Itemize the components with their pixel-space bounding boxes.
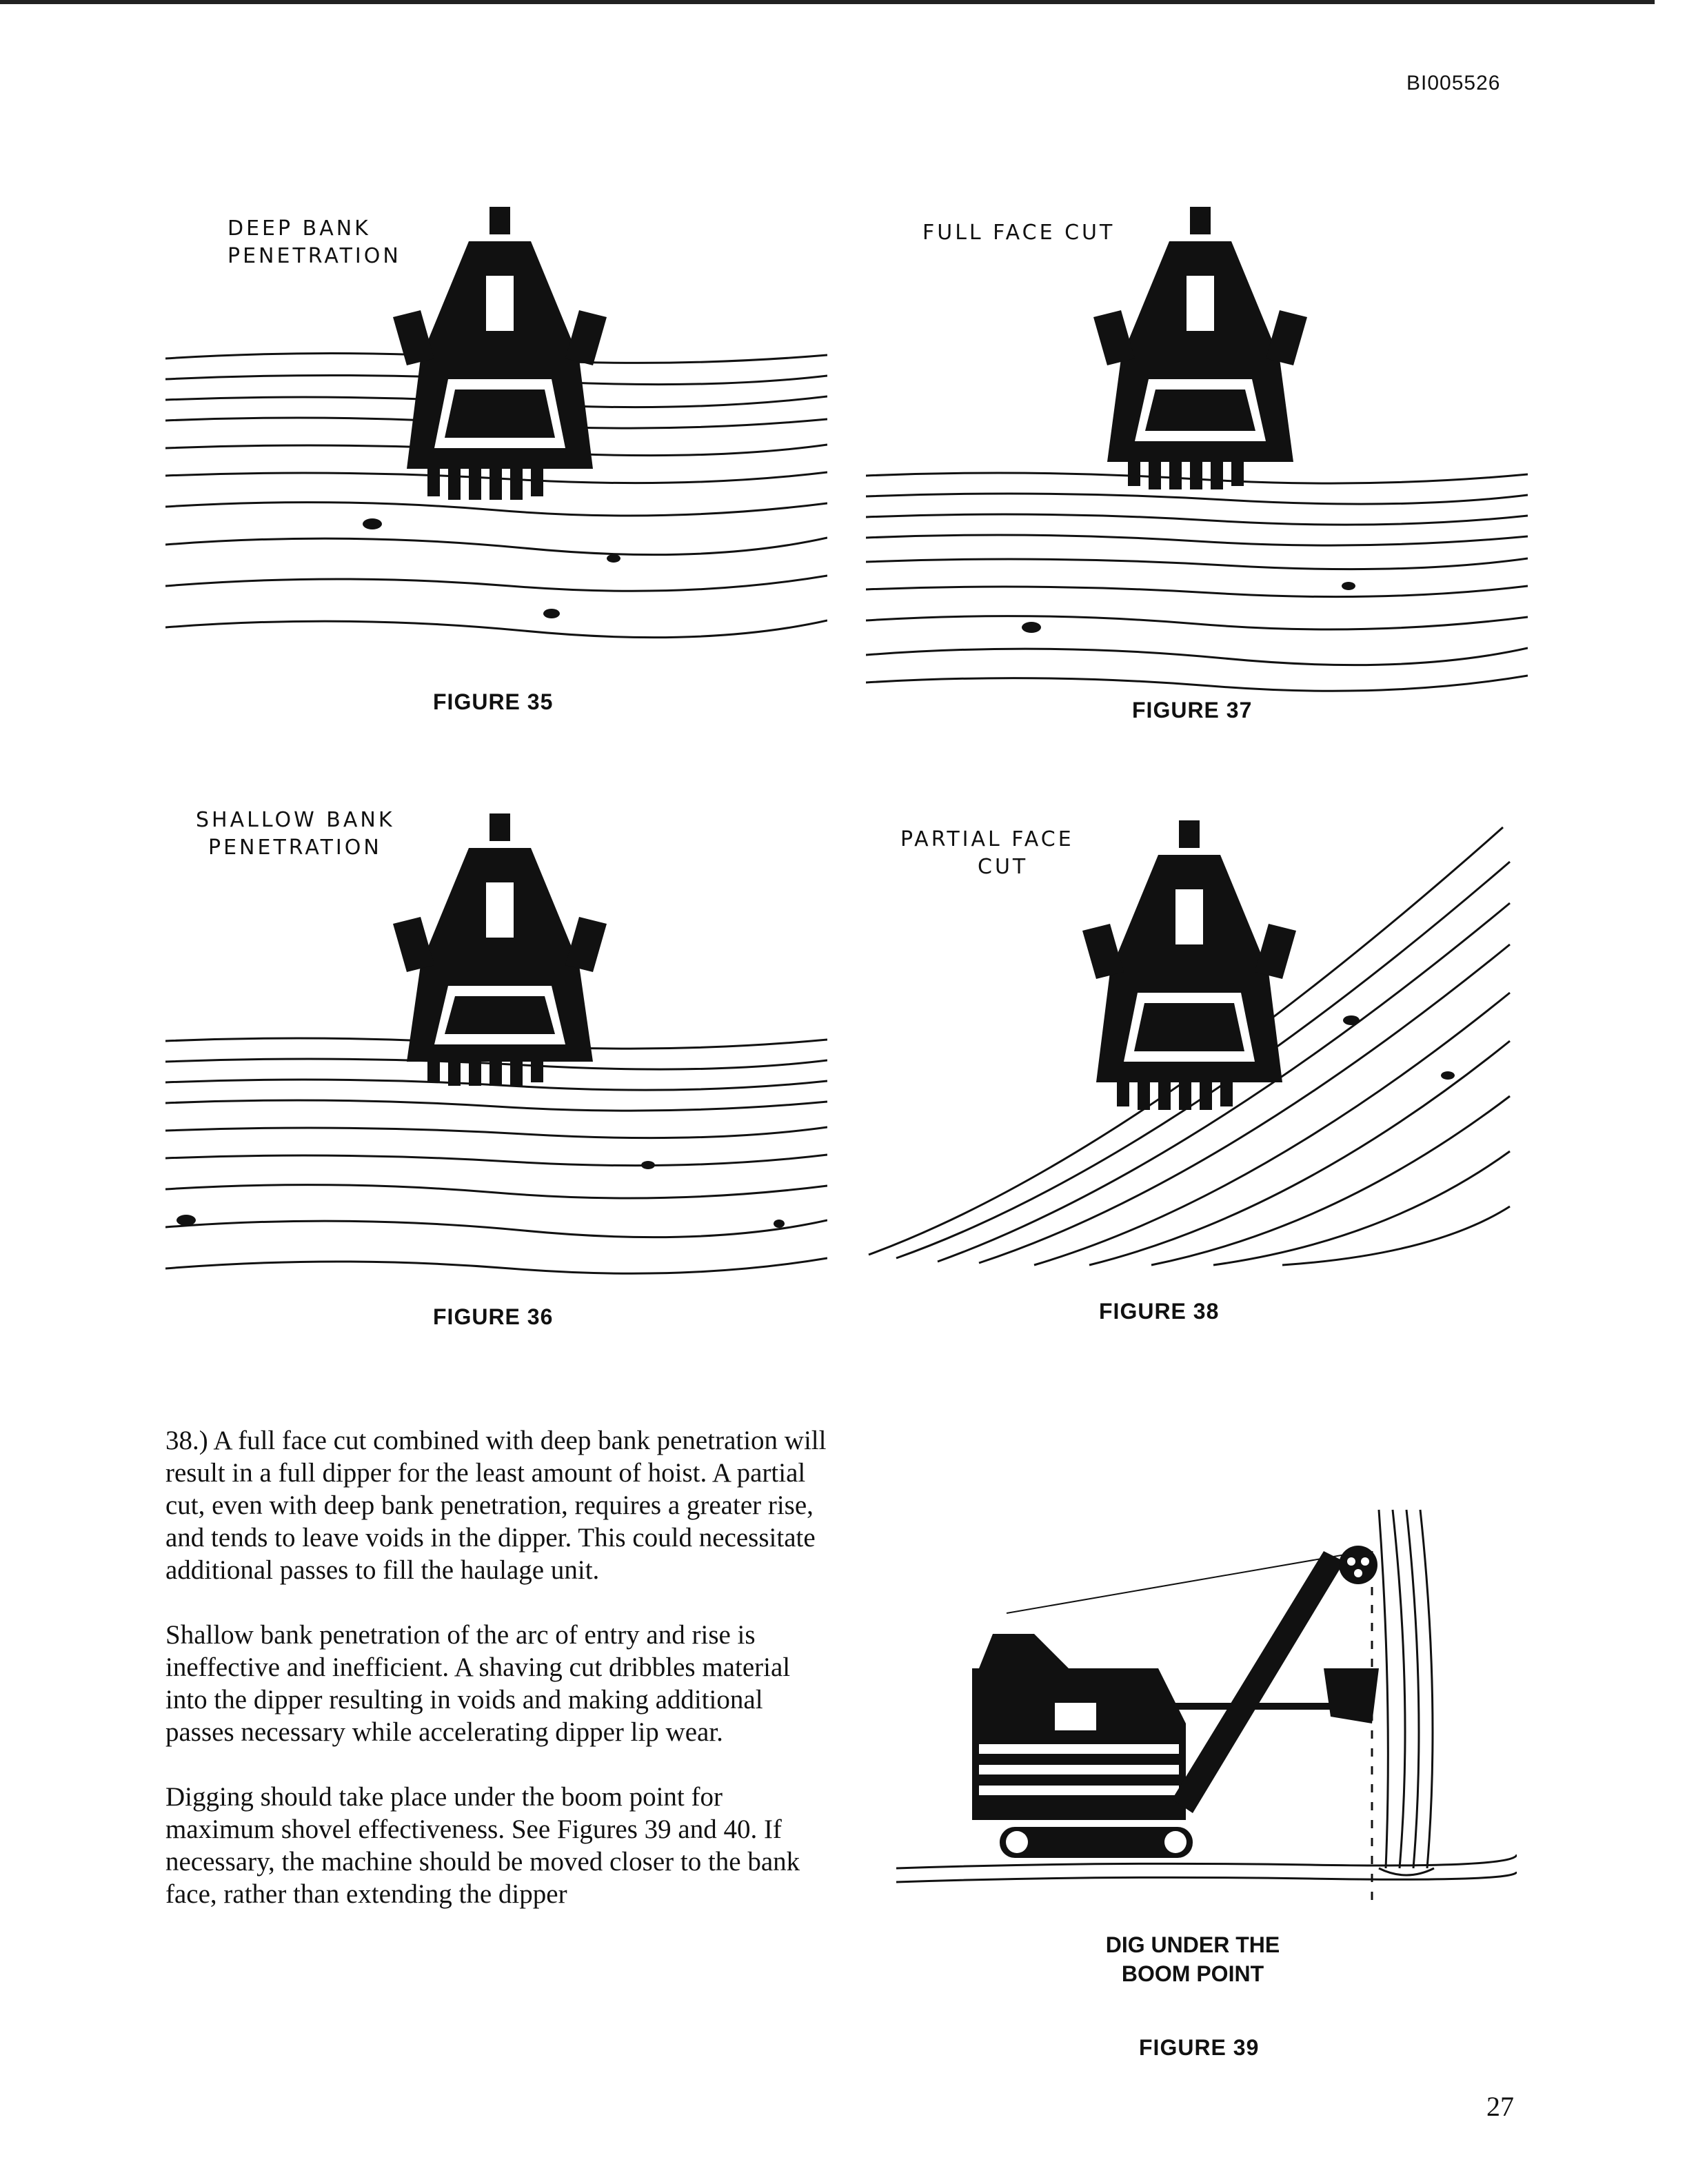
- dipper-partial-face-cut-illustration: [855, 813, 1517, 1268]
- fig35-caption: DEEP BANK PENETRATION: [228, 216, 401, 268]
- body-text: [165, 1424, 827, 1943]
- paragraph: 38.) A full face cut combined with deep bank penetration will result in a full dipper for the least amount of hoist. A partial cut, even with deep bank penetration, requires a greater rise, and tends to leave voids in the dipper. This could necessitate additional passes to fill the haulage unit.: [165, 1426, 827, 1585]
- shovel-dig-under-boom-illustration: [896, 1496, 1517, 1923]
- fig39-label: FIGURE 39: [1139, 2035, 1260, 2060]
- paragraph: Digging should take place under the boom point for maximum shovel effectiveness. See Figures 39 and 40. If necessary, the machine should be moved closer to the bank face, rather than extending the dipper: [165, 1782, 800, 1909]
- fig36-caption: SHALLOW BANK PENETRATION: [196, 808, 395, 860]
- fig39-caption: DIG UNDER THE BOOM POINT: [1105, 1932, 1280, 1986]
- fig37-caption: FULL FACE CUT: [922, 221, 1115, 245]
- fig38-label: FIGURE 38: [1099, 1299, 1220, 1324]
- document-id: BI005526: [1406, 72, 1501, 94]
- dipper-full-face-cut-illustration: [866, 200, 1528, 696]
- fig38-caption: PARTIAL FACE CUT: [900, 827, 1074, 879]
- dipper-shallow-penetration-illustration: [165, 807, 827, 1303]
- fig36-label: FIGURE 36: [433, 1304, 554, 1329]
- page-number: 27: [1486, 2091, 1514, 2122]
- fig37-label: FIGURE 37: [1132, 698, 1253, 722]
- dipper-deep-penetration-illustration: [165, 200, 827, 669]
- top-rule: [0, 0, 1655, 4]
- fig35-label: FIGURE 35: [433, 689, 554, 714]
- paragraph: Shallow bank penetration of the arc of entry and rise is ineffective and inefficient. A shaving cut dribbles material into the dipper resulting in voids and making additional passes necessary while accelerating dipper lip wear.: [165, 1620, 791, 1747]
